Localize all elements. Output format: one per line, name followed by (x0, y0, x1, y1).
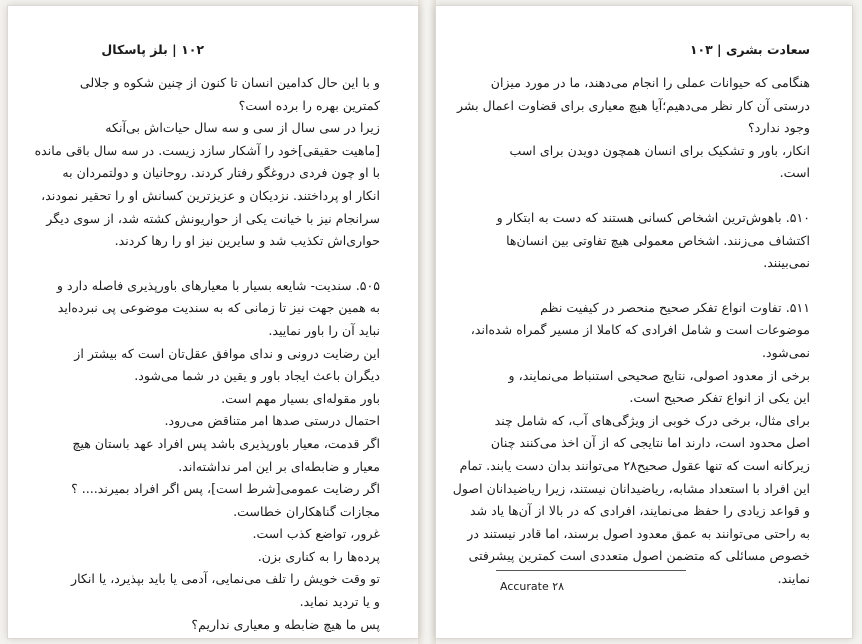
text-line: و با این حال کدامین انسان تا کنون از چنین شکوه و جلالی (79, 75, 380, 90)
left-body-text (34, 72, 380, 636)
paragraph-gap (486, 275, 810, 297)
text-line: موضوعات است و شامل افرادی که کاملا از مسیر گمراه شده‌اند، (470, 322, 810, 338)
right-page (436, 6, 852, 638)
paragraph-gap (44, 253, 380, 275)
text-line: تو وقت خویش را تلف می‌نمایی، آدمی یا باید بپذیرد، یا انکار (70, 571, 380, 587)
text-line: زیرکانه است که تنها عقول صحیح۲۸ می‌توانند بدان دست یابند. تمام (459, 457, 810, 473)
text-line: دیگران باعث ایجاد باور و یقین در شما می‌شود. (134, 368, 380, 384)
text-line: درستی آن کار نظر می‌دهیم؛آیا هیچ معیاری برای قضاوت اعمال بشر (456, 97, 810, 113)
text-line: اصل محدود است، دارند اما نتایجی که از آن اخذ می‌کنند چنان (490, 435, 810, 451)
text-line: نمی‌شود. (762, 344, 810, 360)
text-line: پرده‌ها را به کناری بزن. (257, 548, 380, 564)
text-line: حواری‌اش تکذیب شد و سایرین نیز او را رها کردند. (114, 233, 380, 249)
right-running-head: سعادت بشری | ۱۰۳ (689, 42, 810, 57)
text-line: هنگامی که حیوانات عملی را انجام می‌دهند، ما در مورد میزان (490, 75, 810, 90)
text-line: احتمال درستی صدها امر متناقض می‌رود. (164, 413, 380, 429)
text-line: ۵۱۰. باهوش‌ترین اشخاص کسانی هستند که دست به ابتکار و (496, 209, 810, 225)
text-line: برای مثال، برخی درک خوبی از ویژگی‌های آب، که شامل چند (494, 412, 810, 428)
text-line: باور مقوله‌ای بسیار مهم است. (221, 390, 380, 406)
text-line: اگر رضایت عمومی[شرط است]، پس اگر افراد بمیرند.... ؟ (71, 481, 380, 497)
text-line: نباید آن را باور نمایید. (268, 322, 380, 338)
text-line: برخی از معدود اصولی، نتایج صحیحی استنباط می‌نمایند، و (508, 367, 810, 383)
text-line: غرور، تواضع کذب است. (252, 526, 380, 542)
paragraph-gap (486, 185, 810, 207)
text-line: خصوص مسائلی که متضمن اصول متعددی است کمترین پیشرفتی (468, 548, 810, 564)
text-line: انکار، باور و تشکیک برای انسان همچون دویدن برای اسب (509, 142, 810, 158)
text-line: زیرا در سی سال از سی و سه سال حیات‌اش بی‌آنکه (105, 120, 380, 136)
text-line: اگر قدمت، معیار باورپذیری باشد پس افراد عهد باستان هیچ (72, 435, 380, 451)
text-line: به همین جهت نیز تا زمانی که به سندیت موضوعی پی نبرده‌اید (57, 300, 380, 316)
text-line: نمایند. (777, 570, 810, 586)
text-line: با او چون فردی دروغگو رفتار کردند. روحانیان و دولتمردان به (62, 165, 380, 181)
text-line: به راحتی می‌توانند به عمق معدود اصول برسند، اما قادر نیستند در (467, 525, 810, 541)
text-line: انکار او پرداختند. نزدیکان و عزیزترین کسانش او را تحقیر نمودند، (41, 187, 380, 203)
book-gutter (418, 0, 436, 644)
text-line: سرانجام نیز با خیانت یکی از حواریونش کشته شد، از سوی دیگر (46, 210, 380, 226)
text-line: است. (779, 165, 810, 181)
text-line: کمترین بهره را برده است؟ (238, 97, 380, 113)
text-line: نمی‌بینند. (763, 255, 810, 271)
text-line: پس ما هیچ ضابطه و معیاری نداریم؟ (191, 616, 380, 632)
footnote-rule (496, 570, 686, 571)
left-running-head: ۱۰۲ | بلز پاسکال (101, 42, 204, 57)
text-line: این رضایت درونی و ندای موافق عقل‌تان است که بیشتر از (74, 345, 380, 361)
text-line: این افراد با استعداد مشابه، ریاضیدانان نیستند، زیرا ریاضیدانان اصول (452, 480, 810, 496)
text-line: [ماهیت حقیقی]خود را آشکار سازد زیست. در سه سال باقی مانده (34, 142, 380, 158)
text-line: ۵۱۱. تفاوت انواع تفکر صحیح منحصر در کیفیت نظم (540, 299, 810, 315)
text-line: ۵۰۵. سندیت- شایعه بسیار با معیارهای باورپذیری فاصله دارد و (56, 277, 380, 293)
text-line: اکتشاف می‌زنند. اشخاص معمولی هیچ تفاوتی بین انسان‌ها (506, 232, 810, 248)
text-line: مجازات گناهکاران خطاست. (233, 503, 380, 519)
right-body-text (452, 72, 810, 590)
text-line: وجود ندارد؟ (748, 120, 810, 136)
text-line: و قواعد زیادی را حفظ می‌نمایند، افرادی که در بالا از آن‌ها یاد شد (469, 503, 810, 519)
text-line: و یا تردید نماید. (299, 594, 380, 610)
footnote: Accurate ۲۸ (500, 580, 565, 593)
text-line: این یکی از انواع تفکر صحیح است. (629, 390, 810, 406)
text-line: معیار و ضابطه‌ای بر این امر نداشته‌اند. (178, 458, 380, 474)
left-page (8, 6, 418, 638)
